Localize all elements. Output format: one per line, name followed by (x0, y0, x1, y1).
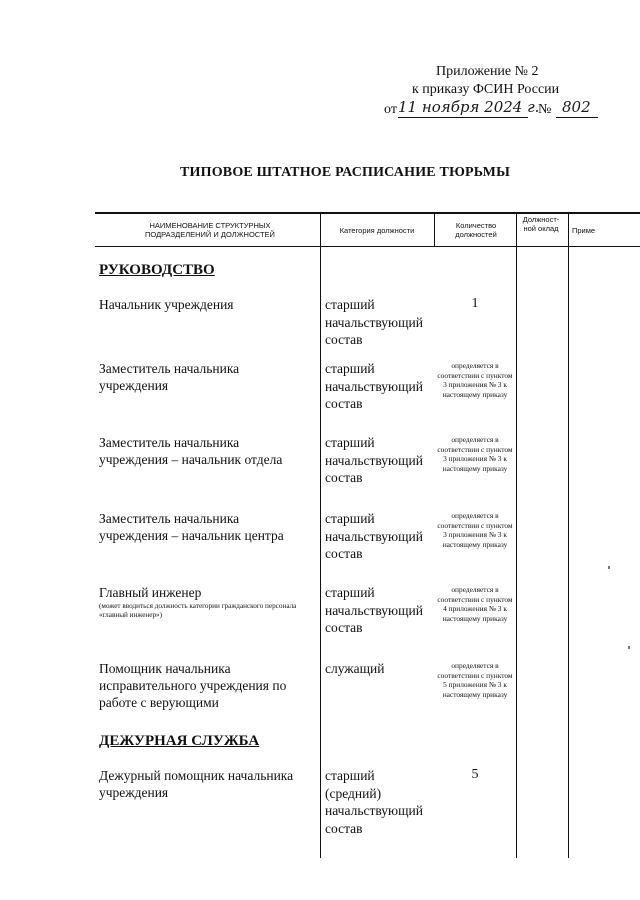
position-quantity: определяется в соответствии с пунктом 3 приложения № 3 к настоящему приказу (437, 511, 513, 549)
position-category: старший начальствующий состав (325, 361, 423, 411)
position-category: старший начальствующий состав (325, 511, 423, 561)
position-quantity: определяется в соответствии с пунктом 4 приложения № 3 к настоящему приказу (437, 585, 513, 623)
position-name: Заместитель начальника учреждения (99, 361, 240, 393)
date-underline (398, 117, 528, 118)
position-name: Заместитель начальника учреждения – начальник отдела (99, 435, 283, 467)
number-prefix: № (538, 102, 552, 117)
handwritten-number: 802 (562, 98, 591, 116)
position-quantity: определяется в соответствии с пунктом 5 приложения № 3 к настоящему приказу (437, 661, 513, 699)
position-category: старший начальствующий состав (325, 435, 423, 485)
table-top-rule (95, 212, 640, 214)
scan-speck (628, 646, 630, 649)
appendix-label: Приложение № 2 (436, 64, 539, 79)
position-category: старший (средний) начальствующий состав (325, 768, 423, 836)
position-category: служащий (325, 661, 385, 676)
section-title: ДЕЖУРНАЯ СЛУЖБА (99, 733, 260, 749)
position-quantity: 5 (471, 767, 479, 782)
column-divider-4 (568, 213, 569, 858)
col-header-quantity: Количество должностей (455, 221, 497, 239)
col-header-salary: Должност-ной оклад (522, 215, 560, 233)
position-name: Начальник учреждения (99, 297, 234, 312)
position-note: (может вводиться должность категории гражданского персонала «главный инженер») (99, 602, 297, 619)
position-name: Дежурный помощник начальника учреждения (99, 768, 294, 800)
col-header-notes: Приме (572, 226, 596, 235)
position-category: старший начальствующий состав (325, 297, 423, 347)
column-divider-3 (516, 213, 517, 858)
date-prefix: от (384, 102, 397, 117)
col-header-category: Категория должности (339, 226, 415, 235)
position-quantity: определяется в соответствии с пунктом 3 приложения № 3 к настоящему приказу (437, 361, 513, 399)
column-divider-2 (434, 213, 435, 246)
position-name: Помощник начальника исправительного учреждения по работе с верующими (99, 661, 287, 710)
position-name: Главный инженер (99, 585, 202, 600)
table-header-rule (95, 246, 640, 247)
scan-speck (608, 566, 610, 569)
section-title: РУКОВОДСТВО (99, 262, 215, 278)
position-quantity: определяется в соответствии с пунктом 3 приложения № 3 к настоящему приказу (437, 435, 513, 473)
position-name: Заместитель начальника учреждения – начальник центра (99, 511, 284, 543)
col-header-name: НАИМЕНОВАНИЕ СТРУКТУРНЫХ ПОДРАЗДЕЛЕНИЙ И ДОЛЖНОСТЕЙ (145, 221, 275, 239)
document-title: ТИПОВОЕ ШТАТНОЕ РАСПИСАНИЕ ТЮРЬМЫ (180, 165, 511, 180)
position-category: старший начальствующий состав (325, 585, 423, 635)
column-divider-1 (320, 213, 321, 858)
order-reference: к приказу ФСИН России (412, 82, 560, 97)
position-quantity: 1 (471, 296, 479, 311)
number-underline (556, 117, 598, 118)
handwritten-date: 11 ноября 2024 г. (398, 98, 540, 116)
